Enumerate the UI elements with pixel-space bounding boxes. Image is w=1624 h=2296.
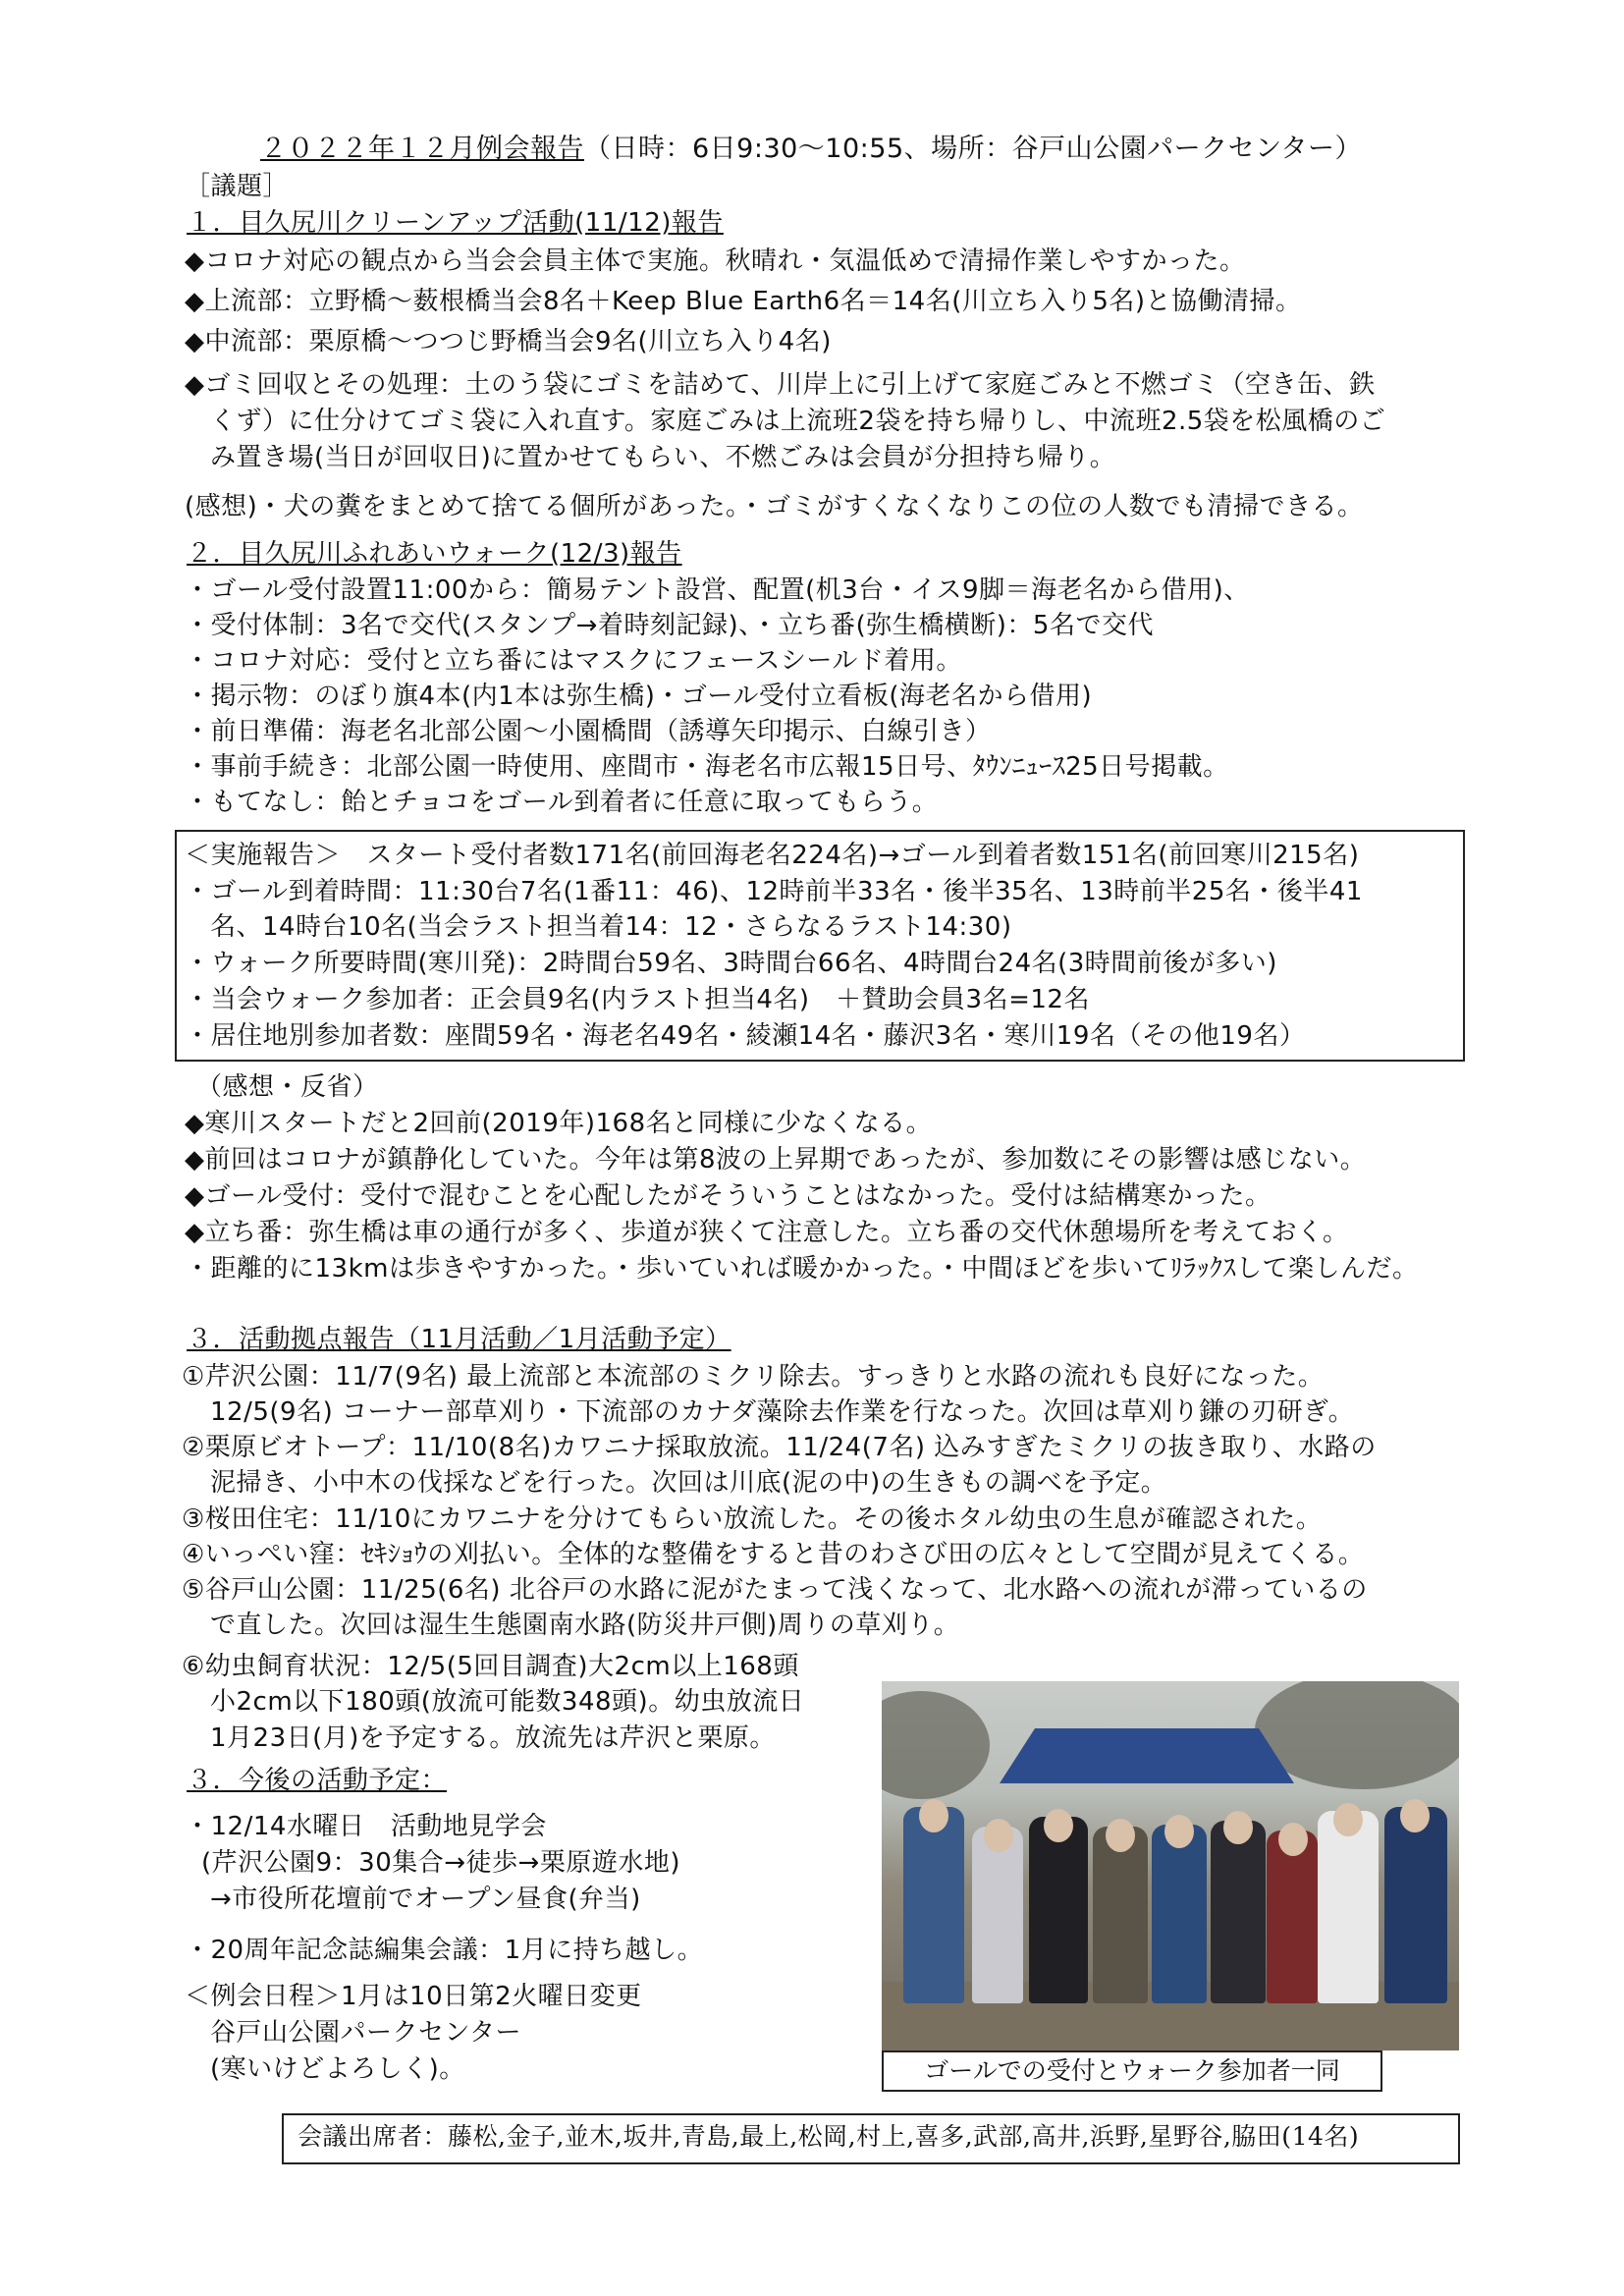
s3-line: ⑤谷戸山公園：11/25(6名) 北谷戸の水路に泥がたまって浅くなって、北水路への流れが滞っているの [182,1575,1368,1605]
meeting-place: 谷戸山公園パークセンター [210,2018,521,2048]
s2-line: ・ゴール受付設置11:00から：簡易テント設営、配置(机3台・イス9脚＝海老名から借用)、 [185,575,1250,605]
s1-impression: (感想)・犬の糞をまとめて捨てる個所があった。・ゴミがすくなくなりこの位の人数でも清掃できる。 [185,492,1364,521]
agenda-label: ［議題］ [185,172,290,201]
reflection-line: ◆ゴール受付：受付で混むことを心配したがそういうことはなかった。受付は結構寒かった。 [185,1181,1272,1211]
s2-line: ・事前手続き：北部公園一時使用、座間市・海老名市広報15日号、ﾀｳﾝﾆｭｰｽ25日号掲載。 [185,752,1229,782]
s3-line: ⑥幼虫飼育状況：12/5(5回目調査)大2cm以上168頭 [182,1652,799,1681]
upcoming-line: ・12/14水曜日 活動地見学会 [185,1812,547,1841]
s1-line: ◆中流部：栗原橋～つつじ野橋当会9名(川立ち入り4名) [185,327,832,356]
report-title-main: ２０２２年１２月例会報告 [260,134,584,164]
s1-line: ◆コロナ対応の観点から当会会員主体で実施。秋晴れ・気温低めで清掃作業しやすかった。 [185,246,1246,276]
report-line: 名、14時台10名(当会ラスト担当着14：12・さらなるラスト14:30) [210,912,1012,942]
s3-line: 1月23日(月)を予定する。放流先は芹沢と栗原。 [210,1723,776,1753]
upcoming-line: ・20周年記念誌編集会議：1月に持ち越し。 [185,1936,704,1965]
upcoming-line: (芹沢公園9：30集合→徒歩→栗原遊水地) [201,1848,680,1878]
s3-line: ②栗原ビオトープ：11/10(8名)カワニナ採取放流。11/24(7名) 込みすぎたミクリの抜き取り、水路の [182,1433,1377,1462]
s3-line: 12/5(9名) コーナー部草刈り・下流部のカナダ藻除去作業を行なった。次回は草刈り鎌の刃研ぎ。 [210,1397,1355,1427]
report-title [260,134,1362,165]
group-photo [882,1681,1459,2050]
s3-line: 泥掃き、小中木の伐採などを行った。次回は川底(泥の中)の生きもの調べを予定。 [210,1468,1167,1498]
s3-line: ③桜田住宅：11/10にカワニナを分けてもらい放流した。その後ホタル幼虫の生息が確認された。 [182,1504,1323,1534]
s2-line: ・コロナ対応：受付と立ち番にはマスクにフェースシールド着用。 [185,646,962,676]
s1-line: くず）に仕分けてゴミ袋に入れ直す。家庭ごみは上流班2袋を持ち帰りし、中流班2.5袋を松風橋のご [210,407,1386,436]
upcoming-line: →市役所花壇前でオープン昼食(弁当) [210,1885,641,1914]
s2-line: ・掲示物：のぼり旗4本(内1本は弥生橋)・ゴール受付立看板(海老名から借用) [185,682,1093,711]
s1-line: ◆上流部：立野橋～薮根橋当会8名＋Keep Blue Earth6名＝14名(川立ち入り5名)と協働清掃。 [185,287,1302,316]
meeting-schedule: ＜例会日程＞1月は10日第2火曜日変更 [185,1982,642,2011]
s3-line: で直した。次回は湿生生態園南水路(防災井戸側)周りの草刈り。 [210,1611,960,1640]
upcoming-heading: ３．今後の活動予定： [187,1766,448,1795]
s3-line: ①芹沢公園：11/7(9名) 最上流部と本流部のミクリ除去。すっきりと水路の流れも良好になった。 [182,1362,1325,1392]
report-line: ・ゴール到着時間：11:30台7名(1番11：46)、12時前半33名・後半35名、13時前半25名・後半41 [185,877,1363,906]
s1-line: み置き場(当日が回収日)に置かせてもらい、不燃ごみは会員が分担持ち帰り。 [210,443,1116,472]
reflection-line: ◆寒川スタートだと2回前(2019年)168名と同様に少なくなる。 [185,1109,933,1138]
report-line: ・当会ウォーク参加者：正会員9名(内ラスト担当4名) ＋賛助会員3名=12名 [185,985,1090,1014]
photo-caption: ゴールでの受付とウォーク参加者一同 [882,2050,1382,2092]
section-2-heading: ２．目久尻川ふれあいウォーク(12/3)報告 [187,539,682,569]
reflection-line: ◆前回はコロナが鎮静化していた。今年は第8波の上昇期であったが、参加数にその影響は感じない。 [185,1145,1367,1175]
section-1-heading: １．目久尻川クリーンアップ活動(11/12)報告 [187,208,724,238]
reflection-line: ◆立ち番：弥生橋は車の通行が多く、歩道が狭くて注意した。立ち番の交代休憩場所を考えておく。 [185,1218,1349,1247]
s2-line: ・受付体制：3名で交代(スタンプ→着時刻記録)、・立ち番(弥生橋横断)：5名で交代 [185,611,1154,640]
s3-line: 小2cm以下180頭(放流可能数348頭)。幼虫放流日 [210,1687,805,1717]
report-line: ・ウォーク所要時間(寒川発)：2時間台59名、3時間台66名、4時間台24名(3時間前後が多い) [185,949,1277,978]
meeting-note: (寒いけどよろしく)。 [210,2054,465,2084]
report-line: ・居住地別参加者数：座間59名・海老名49名・綾瀬14名・藤沢3名・寒川19名（その他19名） [185,1021,1306,1051]
report-title-detail: （日時：6日9:30～10:55、場所：谷戸山公園パークセンター） [584,134,1363,164]
report-line: ＜実施報告＞ スタート受付者数171名(前回海老名224名)→ゴール到着者数151名(前回寒川215名) [185,841,1360,870]
s3-line: ④いっぺい窪：ｾｷｼｮｳの刈払い。全体的な整備をすると昔のわさび田の広々として空間が見えてくる。 [182,1540,1365,1569]
s1-line: ◆ゴミ回収とその処理：土のう袋にゴミを詰めて、川岸上に引上げて家庭ごみと不燃ゴミ（空き缶、鉄 [185,370,1376,400]
s2-line: ・もてなし：飴とチョコをゴール到着者に任意に取ってもらう。 [185,788,939,817]
s2-line: ・前日準備：海老名北部公園～小園橋間（誘導矢印掲示、白線引き） [185,717,992,746]
attendees-list: 会議出席者：藤松,金子,並木,坂井,青島,最上,松岡,村上,喜多,武部,高井,浜野,星野谷,脇田(14名) [298,2122,1360,2151]
reflection-label: （感想・反省） [196,1072,379,1102]
reflection-line: ・距離的に13kmは歩きやすかった。・歩いていれば暖かかった。・中間ほどを歩いてﾘﾗｯｸｽして楽しんだ。 [185,1254,1419,1284]
section-3-heading: ３．活動拠点報告（11月活動／1月活動予定） [187,1325,731,1354]
